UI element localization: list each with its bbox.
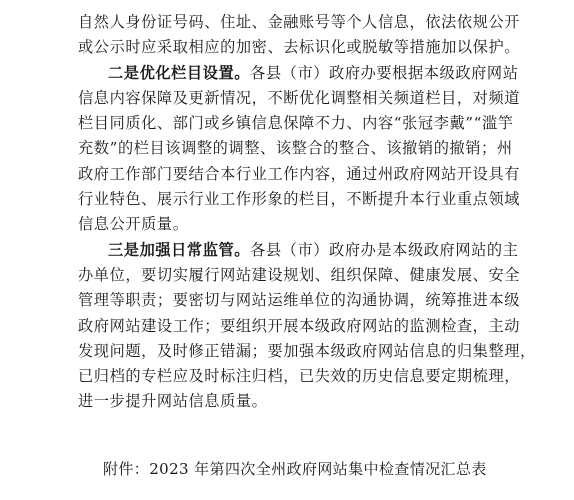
attachment-note: 附件：2023 年第四次全州政府网站集中检查情况汇总表 xyxy=(103,460,487,478)
text-line: 已归档的专栏应及时标注归档，已失效的历史信息要定期梳理， xyxy=(78,367,521,386)
document-body xyxy=(78,10,536,415)
text-line: 进一步提升网站信息质量。 xyxy=(78,392,268,411)
paragraph-first-line xyxy=(78,238,519,263)
section-heading: 二是优化栏目设置。 xyxy=(108,63,251,82)
text-line: 发现问题，及时修正错漏；要加强本级政府网站信息的归集整理， xyxy=(78,341,536,360)
text-line: 或公示时应采取相应的加密、去标识化或脱敏等措施加以保护。 xyxy=(78,38,521,57)
text-line: 政府网站建设工作；要组织开展本级政府网站的监测检查，主动 xyxy=(78,316,521,335)
section-heading: 三是加强日常监管。 xyxy=(108,240,251,259)
text-line: 信息公开质量。 xyxy=(78,215,189,234)
text-line: 栏目同质化、部门或乡镇信息保障不力、内容“张冠李戴”“滥竽 xyxy=(78,114,514,133)
text-line: 自然人身份证号码、住址、金融账号等个人信息，依法依规公开 xyxy=(78,13,521,31)
paragraph-first-line xyxy=(78,61,519,86)
text-line: 管理等职责；要密切与网站运维单位的沟通协调，统筹推进本级 xyxy=(78,291,521,310)
text-line: 充数”的栏目该调整的调整、该整合的整合、该撤销的撤销；州 xyxy=(78,139,513,158)
text-span: 各县（市）政府办要根据本级政府网站 xyxy=(250,63,519,82)
text-span: 各县（市）政府办是本级政府网站的主 xyxy=(250,240,519,259)
text-line: 信息内容保障及更新情况，不断优化调整相关频道栏目，对频道 xyxy=(78,88,521,107)
text-line: 行业特色、展示行业工作形象的栏目，不断提升本行业重点领域 xyxy=(78,190,521,209)
text-line: 办单位，要切实履行网站建设规划、组织保障、健康发展、安全 xyxy=(78,265,521,284)
text-line: 政府工作部门要结合本行业工作内容，通过州政府网站开设具有 xyxy=(78,164,521,183)
